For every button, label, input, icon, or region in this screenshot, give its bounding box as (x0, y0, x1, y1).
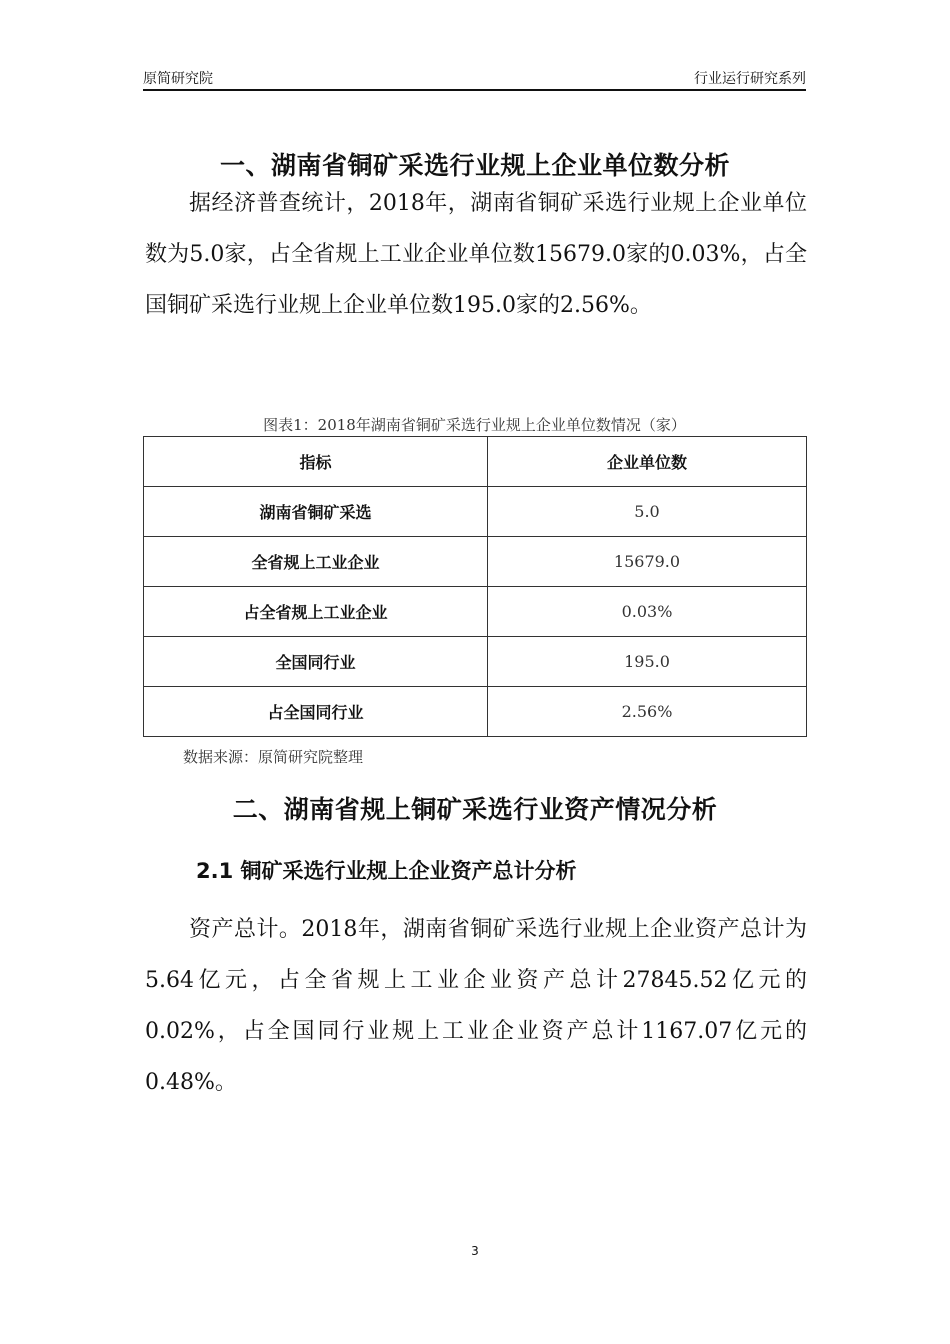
column-header-count: 企业单位数 (488, 437, 807, 487)
row-label: 全省规上工业企业 (144, 537, 488, 587)
table-row (144, 537, 807, 587)
enterprise-count-table (143, 436, 807, 737)
row-value: 0.03% (488, 587, 807, 637)
column-header-indicator: 指标 (144, 437, 488, 487)
table-header-row (144, 437, 807, 487)
page-number: 3 (471, 1244, 479, 1258)
table-row (144, 687, 807, 737)
table1-caption: 图表1：2018年湖南省铜矿采选行业规上企业单位数情况（家） (263, 416, 686, 434)
page-header (143, 66, 806, 91)
row-label: 占全国同行业 (144, 687, 488, 737)
table-row (144, 487, 807, 537)
header-org-name: 原简研究院 (143, 71, 213, 87)
section2-title: 二、湖南省规上铜矿采选行业资产情况分析 (232, 795, 718, 824)
table-row (144, 637, 807, 687)
subsection-2-1-title: 2.1 铜矿采选行业规上企业资产总计分析 (196, 859, 577, 883)
row-label: 占全省规上工业企业 (144, 587, 488, 637)
row-value: 15679.0 (488, 537, 807, 587)
section1-title: 一、湖南省铜矿采选行业规上企业单位数分析 (219, 151, 730, 180)
table-row (144, 587, 807, 637)
row-value: 2.56% (488, 687, 807, 737)
row-value: 5.0 (488, 487, 807, 537)
section1-paragraph: 据经济普查统计，2018年，湖南省铜矿采选行业规上企业单位数为5.0家，占全省规上工业企业单位数15679.0家的0.03%，占全国铜矿采选行业规上企业单位数195.0家的2.56%。 (145, 191, 807, 318)
header-series-name: 行业运行研究系列 (694, 71, 806, 87)
table1-source: 数据来源：原简研究院整理 (183, 748, 364, 766)
row-value: 195.0 (488, 637, 807, 687)
row-label: 全国同行业 (144, 637, 488, 687)
subsection-2-1-paragraph: 资产总计。2018年，湖南省铜矿采选行业规上企业资产总计为5.64亿元，占全省规上工业企业资产总计27845.52亿元的0.02%，占全国同行业规上工业企业资产总计1167.07亿元的0.48%。 (145, 917, 807, 1095)
row-label: 湖南省铜矿采选 (144, 487, 488, 537)
